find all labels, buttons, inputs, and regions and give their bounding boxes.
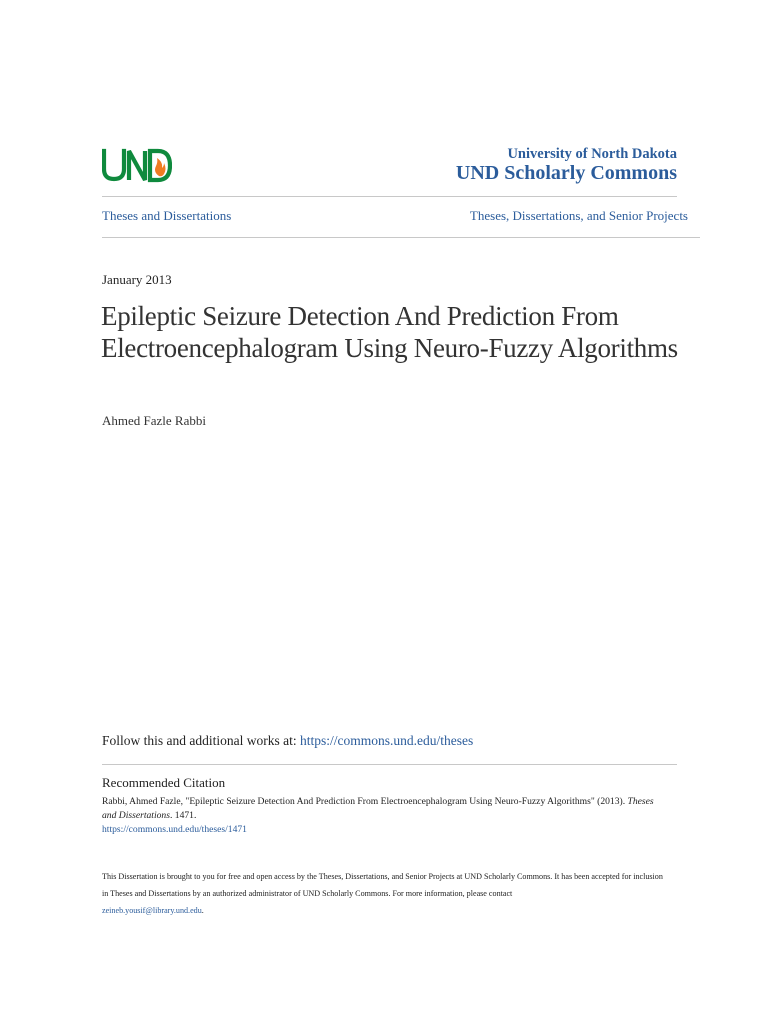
- citation-series: Theses and Dissertations: [102, 796, 654, 821]
- citation-url-link[interactable]: https://commons.und.edu/theses/1471: [102, 824, 247, 835]
- follow-line: [102, 731, 473, 751]
- document-author: Ahmed Fazle Rabbi: [102, 413, 206, 428]
- theses-and-dissertations-link[interactable]: Theses and Dissertations: [102, 208, 232, 223]
- notice-end: .: [201, 906, 204, 915]
- follow-label: Follow this and additional works at:: [102, 733, 300, 748]
- nav-divider: [102, 237, 700, 238]
- notice-text: This Dissertation is brought to you for free and open access by the Theses, Dissertations, and Senior Projects at UND Scholarly Commons. It has been accepted for inclusion in Theses and Dissertations by an authorized administrator of UND Scholarly Commons. For more information, please contact: [102, 872, 663, 898]
- follow-url-link[interactable]: https://commons.und.edu/theses: [300, 733, 474, 748]
- repository-name[interactable]: UND Scholarly Commons: [455, 162, 677, 184]
- recommended-citation-heading: Recommended Citation: [102, 775, 226, 790]
- university-name[interactable]: University of North Dakota: [507, 146, 677, 162]
- citation-number: . 1471.: [169, 810, 197, 821]
- citation-block: [102, 795, 662, 837]
- theses-dissertations-senior-projects-link[interactable]: Theses, Dissertations, and Senior Projects: [469, 208, 688, 223]
- contact-email-link[interactable]: zeineb.yousif@library.und.edu: [102, 906, 202, 915]
- access-notice: [102, 868, 668, 919]
- document-title: Epileptic Seizure Detection And Prediction From Electroencephalogram Using Neuro-Fuzzy Algorithms: [101, 301, 678, 363]
- und-logo-graphic: [102, 147, 172, 183]
- und-logo: [102, 147, 172, 183]
- citation-text: Rabbi, Ahmed Fazle, "Epileptic Seizure Detection And Prediction From Electroencephalogram Using Neuro-Fuzzy Algorithms" (2013).: [102, 796, 628, 807]
- header-divider: [102, 196, 677, 197]
- citation-divider: [102, 764, 677, 765]
- publication-date: January 2013: [102, 272, 172, 287]
